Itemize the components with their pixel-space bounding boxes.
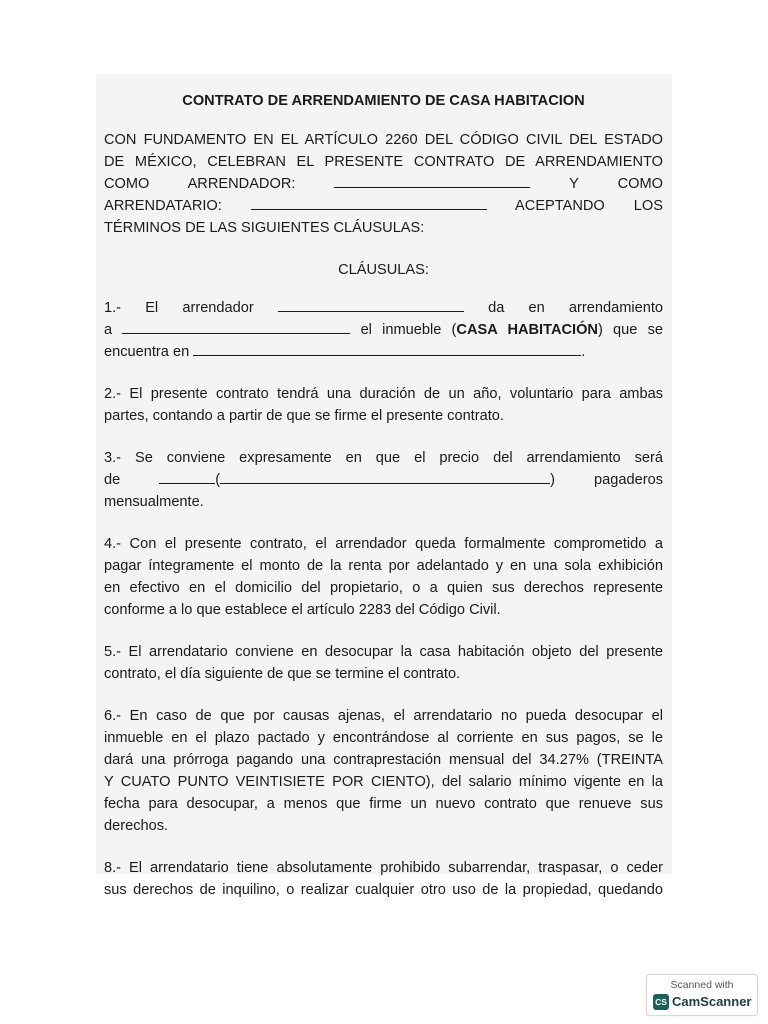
clause-6-line-5: fecha para desocupar, a menos que firme un nuevo contrato que renueve sus [104, 796, 663, 812]
intro-como-1: COMO [104, 176, 150, 192]
intro-paragraph [104, 129, 663, 239]
clause-1-arrendatario-blank[interactable] [122, 319, 350, 334]
clause-4-line-3: en efectivo en el domicilio del propietario, o a quien sus derechos represente [104, 580, 663, 596]
camscanner-watermark [646, 974, 758, 1016]
clause-5-line-1: 5.- El arrendatario conviene en desocupar la casa habitación objeto del presente [104, 644, 663, 660]
intro-aceptando: ACEPTANDO [515, 198, 605, 214]
clause-6-line-6: derechos. [104, 818, 169, 834]
clause-1-address-blank[interactable] [193, 341, 581, 356]
camscanner-name: CamScanner [672, 994, 752, 1009]
clause-4-line-2: pagar íntegramente el monto de la renta por adelantado y en una sola exhibición [104, 558, 663, 574]
clause-6-line-4: Y CUATO PUNTO VEINTISIETE POR CIENTO), del salario mínimo vigente en la [104, 774, 663, 790]
intro-line-1: CON FUNDAMENTO EN EL ARTÍCULO 2260 DEL CÓDIGO CIVIL DEL ESTADO [104, 132, 663, 148]
clause-4-line-4: conforme a lo que establece el artículo 2283 del Código Civil. [104, 602, 501, 618]
clause-2-line-2: partes, contando a partir de que se firme el presente contrato. [104, 408, 504, 424]
clause-1-a: a [104, 322, 350, 338]
clause-2 [104, 383, 663, 427]
arrendador-name-blank[interactable] [334, 173, 530, 188]
intro-line-4 [104, 195, 663, 217]
clause-1-arrendador: arrendador [182, 300, 464, 316]
intro-como-2: COMO [617, 176, 663, 192]
arrendatario-name-blank[interactable] [251, 195, 487, 210]
clause-6-line-3: dará una prórroga pagando una contraprestación mensual del 34.27% (TREINTA [104, 752, 663, 768]
intro-arrendatario-label: ARRENDATARIO: [104, 198, 487, 214]
clause-6 [104, 705, 663, 837]
price-number-blank[interactable] [159, 469, 215, 484]
clause-8 [104, 857, 663, 901]
clause-1 [104, 297, 663, 363]
clause-3-price: de ( ) [104, 472, 555, 488]
casa-habitacion-bold: CASA HABITACIÓN [456, 322, 598, 338]
clause-1-arrendador-blank[interactable] [278, 297, 464, 312]
intro-los: LOS [633, 198, 663, 214]
clause-3 [104, 447, 663, 513]
clause-1-line-3: encuentra en . [104, 341, 663, 363]
clause-6-line-1: 6.- En caso de que por causas ajenas, el arrendatario no pueda desocupar el [104, 708, 663, 724]
clause-3-line-1: 3.- Se conviene expresamente en que el precio del arrendamiento será [104, 450, 663, 466]
price-words-blank[interactable] [220, 469, 550, 484]
clause-2-line-1: 2.- El presente contrato tendrá una duración de un año, voluntario para ambas [104, 386, 663, 402]
clause-4-line-1: 4.- Con el presente contrato, el arrendador queda formalmente comprometido a [104, 536, 663, 552]
scanned-with-label: Scanned with [670, 979, 734, 991]
clause-3-line-3: mensualmente. [104, 494, 204, 510]
camscanner-logo-icon: CS [653, 994, 669, 1010]
intro-line-3 [104, 173, 663, 195]
intro-line-2: DE MÉXICO, CELEBRAN EL PRESENTE CONTRATO DE ARRENDAMIENTO [104, 154, 663, 170]
clause-5 [104, 641, 663, 685]
clausulas-heading: CLÁUSULAS: [338, 262, 429, 278]
contract-document [104, 90, 663, 921]
intro-arrendador-label: ARRENDADOR: [188, 176, 531, 192]
clause-4 [104, 533, 663, 621]
clause-1-line-1: 1.- El arrendador da en arrendamiento [104, 297, 663, 319]
clause-8-line-1: 8.- El arrendatario tiene absolutamente prohibido subarrendar, traspasar, o ceder [104, 860, 663, 876]
document-title: CONTRATO DE ARRENDAMIENTO DE CASA HABITACION [182, 93, 585, 109]
clause-1-inmueble: el inmueble (CASA HABITACIÓN) que se [360, 322, 664, 338]
clause-8-line-2: sus derechos de inquilino, o realizar cualquier otro uso de la propiedad, quedando [104, 882, 663, 898]
intro-line-5: TÉRMINOS DE LAS SIGUIENTES CLÁUSULAS: [104, 220, 425, 236]
clause-1-line-2 [104, 319, 663, 341]
clause-6-line-2: inmueble en el plazo pactado y encontrándose al corriente en sus pagos, se le [104, 730, 663, 746]
clause-5-line-2: contrato, el día siguiente de que se termine el contrato. [104, 666, 461, 682]
clause-3-line-2: de ( ) pagaderos [104, 469, 663, 491]
intro-y: Y [569, 176, 579, 192]
